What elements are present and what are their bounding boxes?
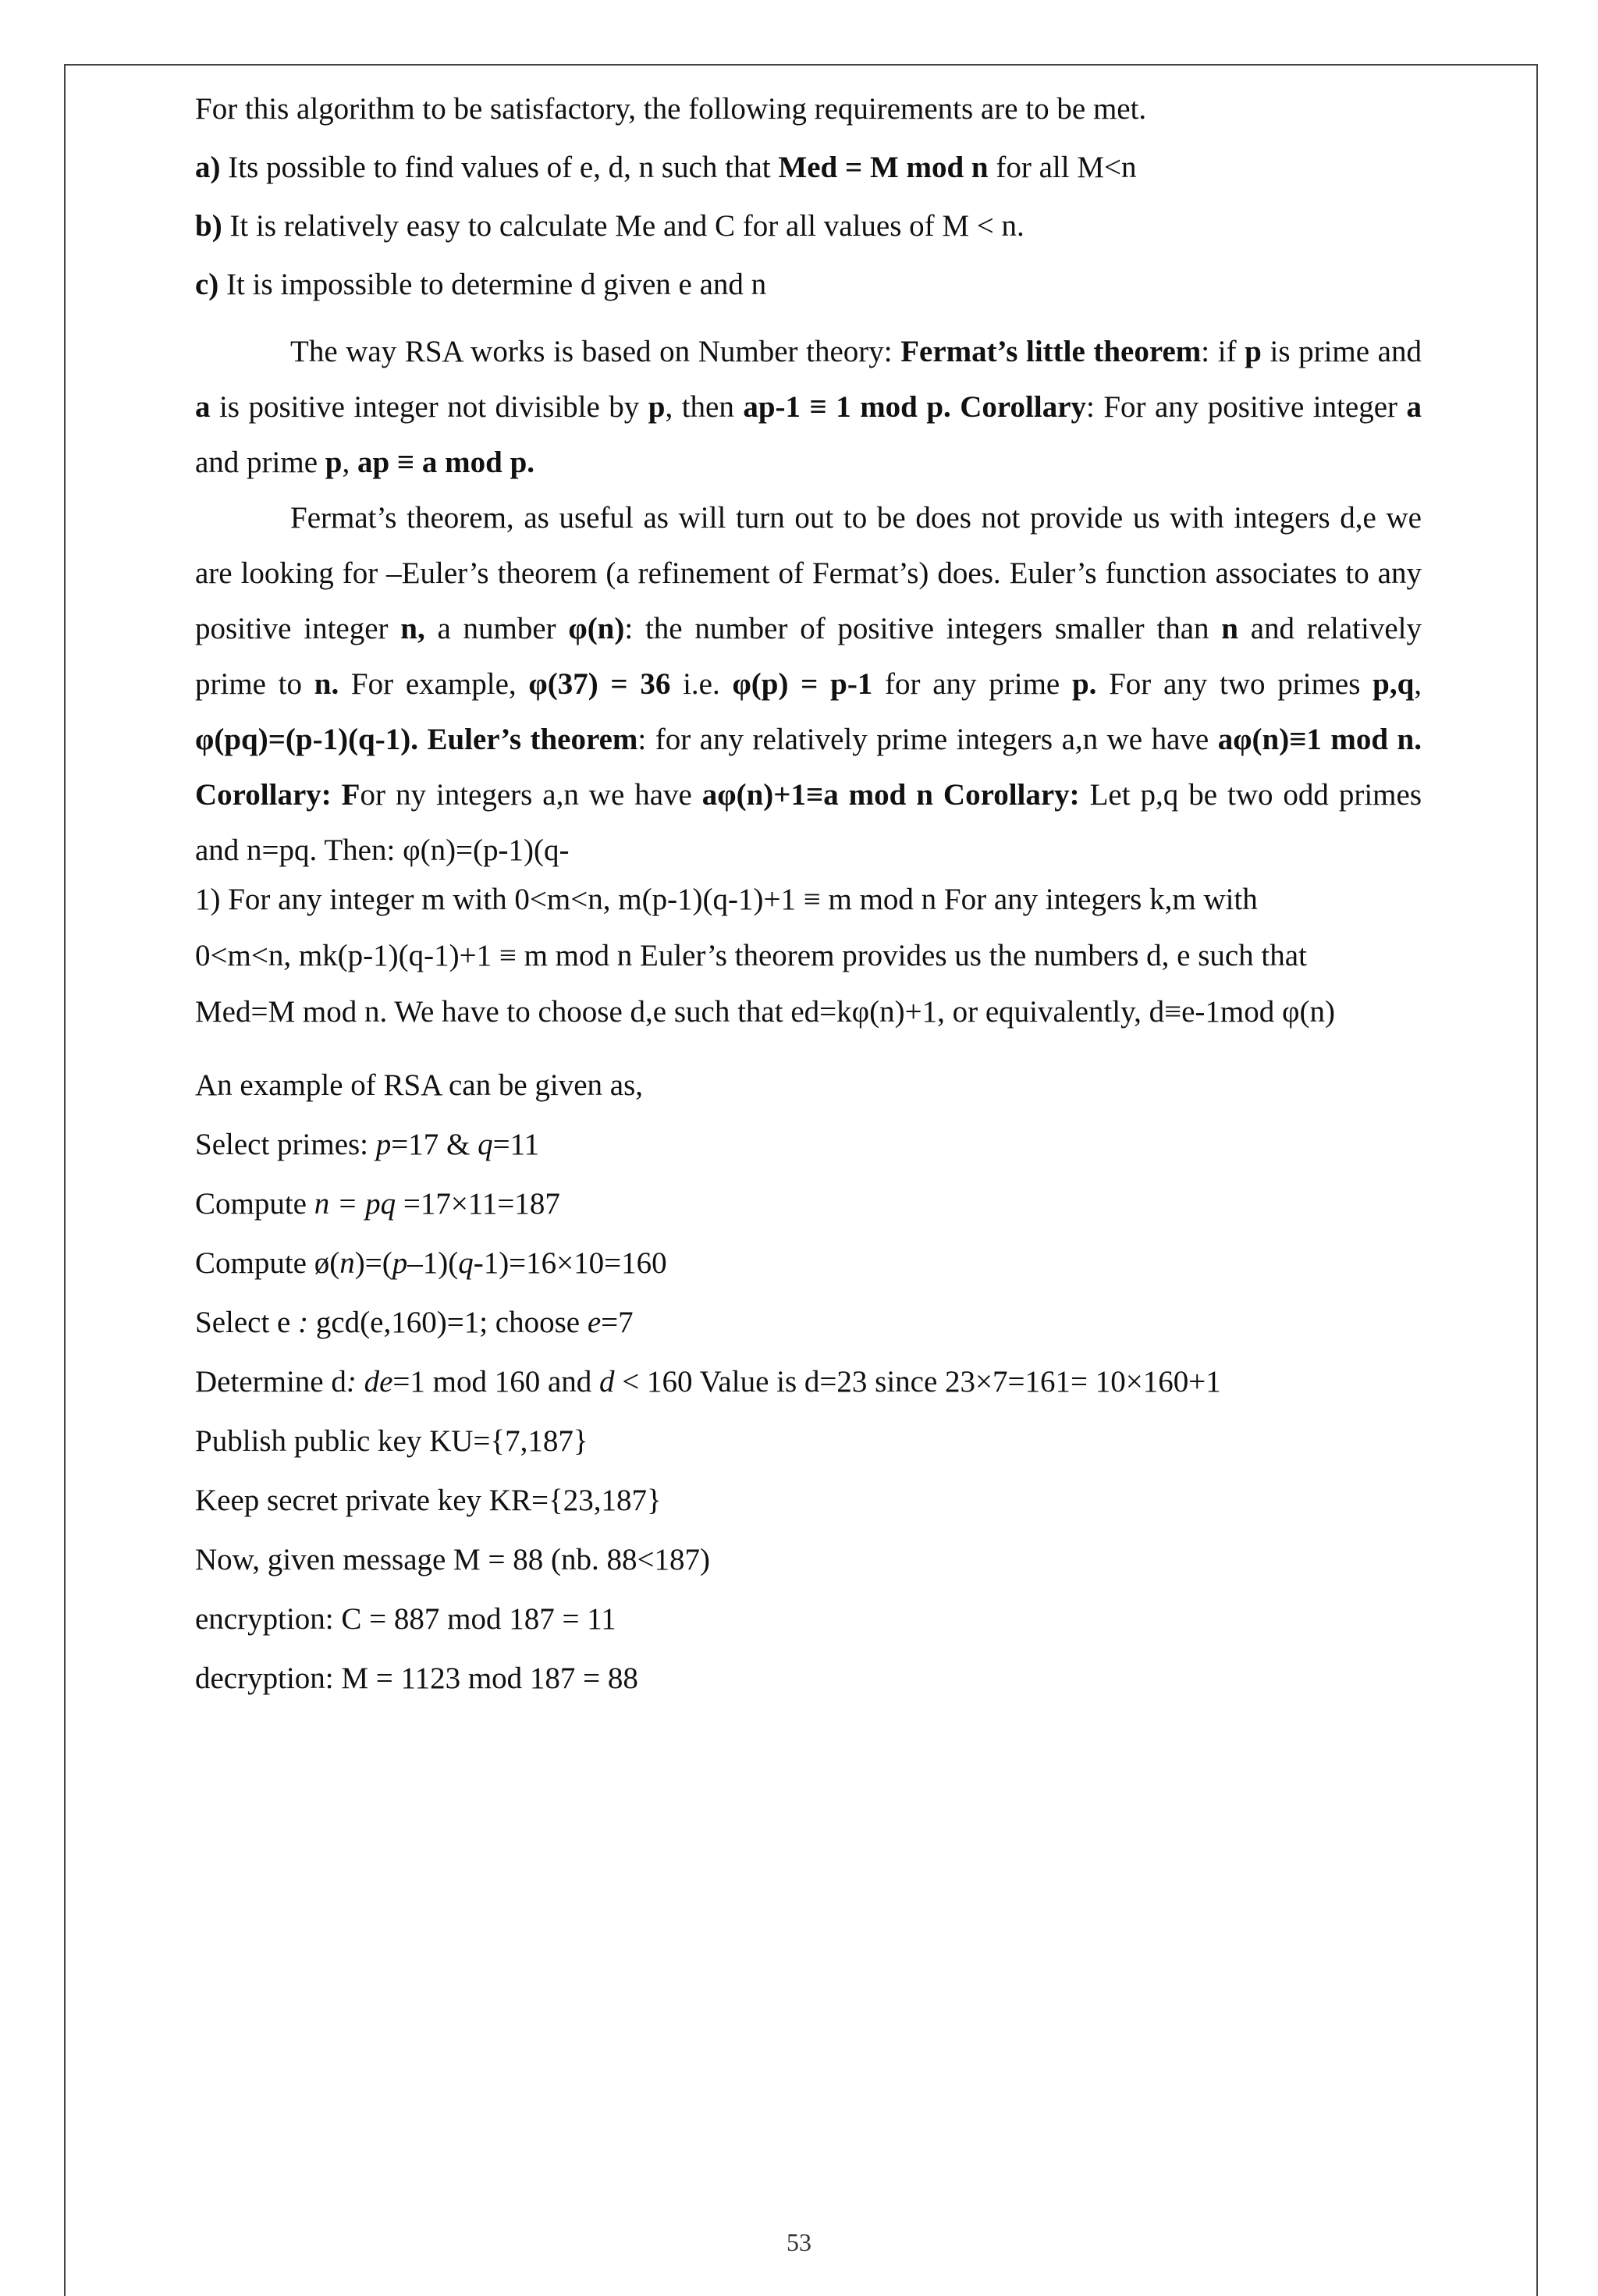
example-compute-n [195,1181,1422,1240]
fermat-bold: Fermat’s little theorem [900,335,1202,368]
requirement-a-text-end: for all M<n [988,151,1137,184]
fermat-text: is prime and [1261,335,1422,368]
requirement-b-text: It is relatively easy to calculate Me and C for all values of M < n. [222,209,1024,243]
euler-bold: φ(pq)=(p-1)(q-1). Euler’s theorem [195,723,638,756]
example-italic: : de [346,1365,393,1399]
euler-corollary-line-3: Med=M mod n. We have to choose d,e such that ed=kφ(n)+1, or equivalently, d≡e-1mod φ(n) [195,995,1335,1029]
fermat-paragraph [195,324,1422,490]
example-encryption: encryption: C = 887 mod 187 = 11 [195,1602,616,1636]
example-italic: q [458,1246,474,1280]
requirement-a-formula: Med = M mod n [778,151,989,184]
euler-text: Fermat’s theorem, as useful as will turn out to be does not provide us with integers d,e we are looking for –Euler’s theorem (a refinement of Fermat’s) does. Euler’s function associates to any positive integer [195,501,1422,645]
fermat-bold: ap ≡ a mod p. [357,446,535,479]
euler-text: or ny integers a,n we have [360,778,702,812]
euler-corollary-line-2: 0<m<n, mk(p-1)(q-1)+1 ≡ m mod n Euler’s theorem provides us the numbers d, e such that [195,939,1307,972]
example-text: Determine d [195,1365,346,1399]
example-compute-phi [195,1240,1422,1299]
euler-text: a number [424,612,569,645]
example-italic: d [599,1365,615,1399]
fermat-text: : For any positive integer [1086,390,1407,424]
example-text: =7 [601,1306,634,1339]
euler-text: and relatively prime to [195,612,1422,701]
requirement-c-text: It is impossible to determine d given e and n [218,268,767,301]
fermat-bold: p [325,446,343,479]
example-text: gcd(e,160)=1; choose [308,1306,588,1339]
page-number: 53 [787,2228,811,2256]
euler-bold: p,q [1373,667,1415,701]
example-intro: An example of RSA can be given as, [195,1068,644,1102]
example-text: )=( [354,1246,392,1280]
example-determine-d [195,1359,1422,1418]
example-text: Compute [195,1187,314,1221]
euler-text: : for any relatively prime integers a,n we have [637,723,1218,756]
requirements-intro: For this algorithm to be satisfactory, the following requirements are to be met. [195,92,1147,126]
example-italic: p [375,1128,392,1161]
example-text: =17×11=187 [396,1187,560,1221]
example-text: Select primes: [195,1128,376,1161]
example-message: Now, given message M = 88 (nb. 88<187) [195,1543,710,1576]
euler-bold: φ(n) [568,612,625,645]
example-text: =1 mod 160 and [392,1365,600,1399]
euler-text: For example, [339,667,529,701]
example-private-key: Keep secret private key KR={23,187} [195,1484,662,1517]
example-italic: p [392,1246,408,1280]
page-content [195,86,1422,1715]
example-select-primes [195,1121,1422,1181]
spacer [195,1047,1422,1062]
example-text: =17 & [391,1128,478,1161]
requirement-a-label: a) [195,151,221,184]
requirement-c-label: c) [195,268,219,301]
euler-bold: φ(37) = 36 [528,667,671,701]
euler-bold: aφ(n)≡1 mod n. Corollary: F [195,723,1422,812]
fermat-text: , [342,446,357,479]
example-text: -1)=16×10=160 [473,1246,667,1280]
euler-bold: aφ(n)+1≡a mod n Corollary: [701,778,1080,812]
fermat-bold: p [1245,335,1262,368]
example-decryption: decryption: M = 1123 mod 187 = 88 [195,1662,638,1695]
example-text: < 160 Value is d=23 since 23×7=161= 10×160+1 [614,1365,1221,1399]
euler-text: for any prime [872,667,1072,701]
euler-text: Let p,q be two odd primes and n=pq. Then: φ(n)=(p-1)(q- [195,778,1422,867]
example-italic: q [478,1128,493,1161]
euler-text: i.e. [670,667,733,701]
fermat-bold: p [648,390,666,424]
fermat-bold: ap-1 ≡ 1 mod p. Corollary [743,390,1087,424]
fermat-text: : if [1201,335,1245,368]
fermat-text: is positive integer not divisible by [210,390,648,424]
example-italic: n [339,1246,355,1280]
euler-bold: n. [314,667,339,701]
euler-text: : the number of positive integers smaller than [624,612,1222,645]
euler-bold: n [1221,612,1238,645]
fermat-text: , then [665,390,744,424]
euler-text: For any two primes [1096,667,1373,701]
requirement-c [195,261,1422,320]
euler-bold: φ(p) = p-1 [732,667,873,701]
euler-bold: p. [1071,667,1097,701]
requirement-b-label: b) [195,209,222,243]
euler-bold: n, [400,612,425,645]
example-select-e [195,1299,1422,1359]
example-italic: e [587,1306,602,1339]
example-text: =11 [492,1128,540,1161]
requirement-a [195,144,1422,203]
fermat-bold: a [195,390,211,424]
euler-text: , [1414,667,1422,701]
requirement-a-text: Its possible to find values of e, d, n such that [220,151,779,184]
example-italic: n = pq [314,1187,396,1221]
fermat-text: The way RSA works is based on Number theory: [290,335,901,368]
example-text: Select e [195,1306,299,1339]
example-public-key: Publish public key KU={7,187} [195,1424,588,1458]
example-text: Compute ø( [195,1246,340,1280]
fermat-text: and prime [195,446,325,479]
fermat-bold: a [1406,390,1422,424]
euler-corollary-line-1: 1) For any integer m with 0<m<n, m(p-1)(q-1)+1 ≡ m mod n For any integers k,m with [195,883,1258,916]
example-italic: : [298,1306,309,1339]
requirement-b [195,203,1422,261]
euler-paragraph [195,490,1422,878]
example-text: –1)( [407,1246,459,1280]
